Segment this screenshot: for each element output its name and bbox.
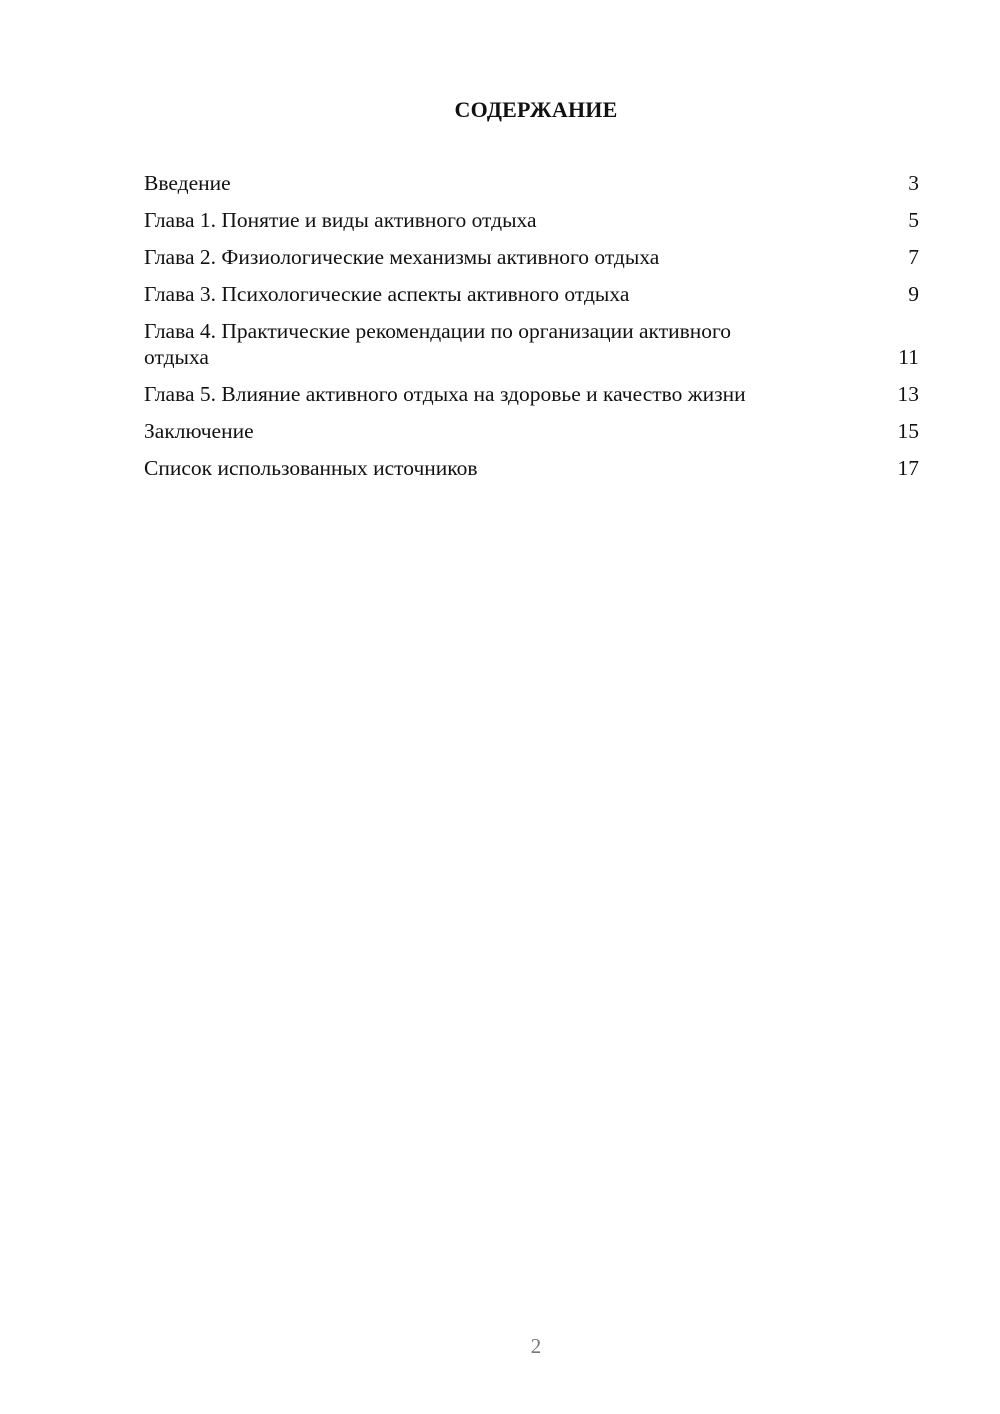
toc-entry [144, 318, 919, 370]
toc-entry-text: Глава 3. Психологические аспекты активного отдыха [144, 282, 630, 306]
toc-entry [144, 418, 919, 444]
toc-entry [144, 381, 919, 407]
toc-entry-page: 11 [898, 345, 919, 369]
toc-entry-text: Глава 5. Влияние активного отдыха на здоровье и качество жизни [144, 382, 746, 406]
toc-entry-page: 13 [897, 382, 919, 406]
toc-entry-text: Глава 1. Понятие и виды активного отдыха [144, 208, 537, 232]
toc-entry-page: 17 [897, 456, 919, 480]
page-number: 2 [530, 1334, 542, 1358]
toc-entry-text: Глава 4. Практические рекомендации по организации активного отдыха [144, 319, 732, 369]
table-of-contents [144, 170, 919, 492]
toc-entry [144, 207, 919, 233]
toc-entry [144, 455, 919, 481]
toc-entry-page: 9 [908, 282, 919, 306]
toc-entry [144, 281, 919, 307]
page-title: СОДЕРЖАНИЕ [454, 97, 618, 122]
toc-entry-text: Глава 2. Физиологические механизмы активного отдыха [144, 245, 660, 269]
toc-entry-text: Список использованных источников [144, 456, 478, 480]
toc-entry [144, 170, 919, 196]
toc-entry-page: 15 [897, 419, 919, 443]
toc-entry [144, 244, 919, 270]
toc-entry-text: Заключение [144, 419, 254, 443]
toc-entry-text: Введение [144, 171, 231, 195]
toc-entry-page: 3 [908, 171, 919, 195]
toc-entry-page: 7 [908, 245, 919, 269]
toc-entry-page: 5 [908, 208, 919, 232]
